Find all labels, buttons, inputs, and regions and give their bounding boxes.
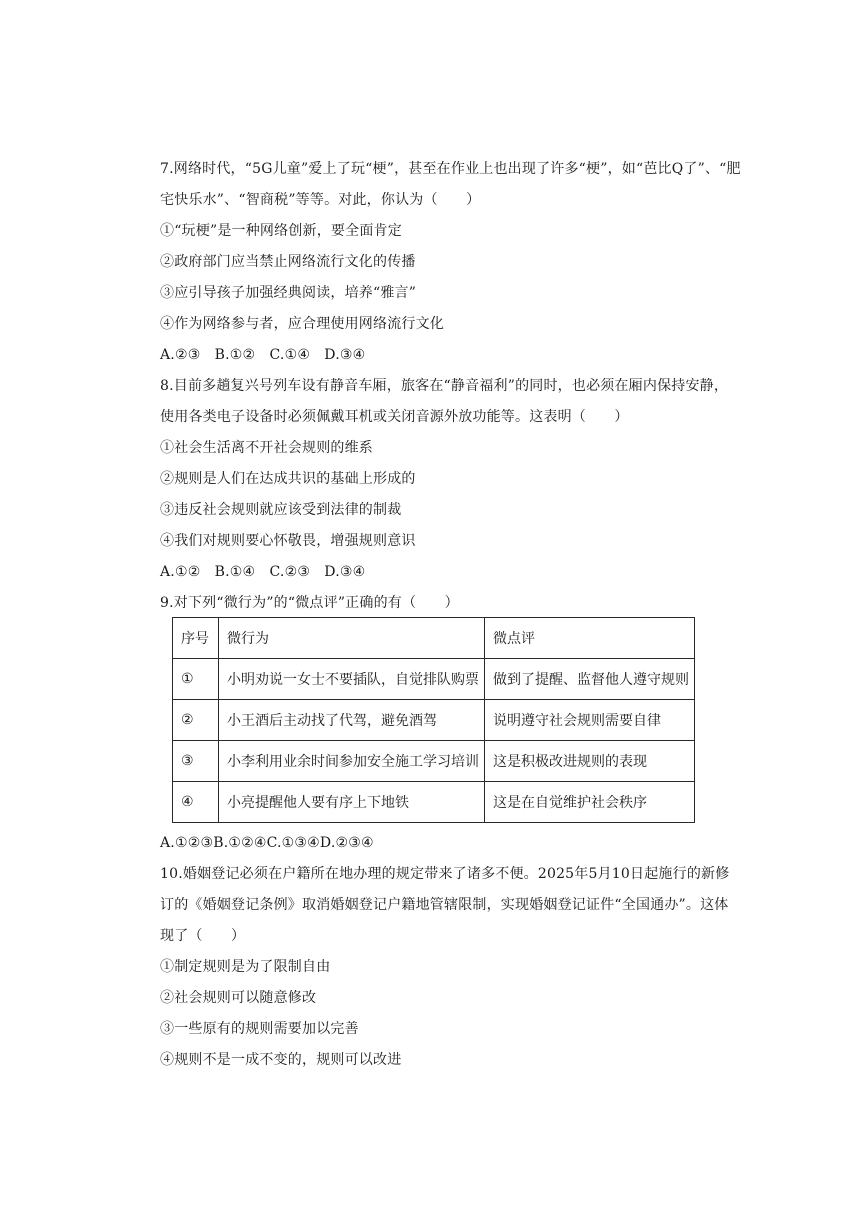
q7-option-3: ③应引导孩子加强经典阅读，培养“雅言” bbox=[160, 285, 417, 301]
table-row bbox=[173, 741, 695, 782]
q8-stem-line2: 使用各类电子设备时必须佩戴耳机或关闭音源外放功能等。这表明（ ） bbox=[160, 409, 629, 425]
table-cell: 这是积极改进规则的表现 bbox=[485, 741, 695, 782]
q10-option-4: ④规则不是一成不变的，规则可以改进 bbox=[160, 1052, 402, 1068]
q8-option-1: ①社会生活离不开社会规则的维系 bbox=[160, 440, 373, 456]
q9-answer-choices: A.①②③B.①②④C.①③④D.②③④ bbox=[160, 835, 374, 851]
table-cell: 小李利用业余时间参加安全施工学习培训 bbox=[219, 741, 485, 782]
table-cell: 做到了提醒、监督他人遵守规则 bbox=[485, 659, 695, 700]
table-cell: ① bbox=[173, 659, 219, 700]
table-header-row bbox=[173, 618, 695, 659]
table-cell: 小王酒后主动找了代驾，避免酒驾 bbox=[219, 700, 485, 741]
q8-answer-choices: A.①② B.①④ C.②③ D.③④ bbox=[160, 564, 366, 580]
q8-option-2: ②规则是人们在达成共识的基础上形成的 bbox=[160, 471, 416, 487]
table-header-cell: 微点评 bbox=[485, 618, 695, 659]
q7-answer-choices: A.②③ B.①② C.①④ D.③④ bbox=[160, 347, 366, 363]
q9-stem: 9.对下列“微行为”的“微点评”正确的有（ ） bbox=[160, 595, 459, 611]
table-header-cell: 微行为 bbox=[219, 618, 485, 659]
table-row bbox=[173, 782, 695, 823]
table-cell: 小亮提醒他人要有序上下地铁 bbox=[219, 782, 485, 823]
table-cell: ② bbox=[173, 700, 219, 741]
q10-option-2: ②社会规则可以随意修改 bbox=[160, 990, 317, 1006]
q10-stem-line3: 现了（ ） bbox=[160, 928, 246, 944]
q10-option-3: ③一些原有的规则需要加以完善 bbox=[160, 1021, 359, 1037]
table-cell: ④ bbox=[173, 782, 219, 823]
q10-stem-line1: 10.婚姻登记必须在户籍所在地办理的规定带来了诸多不便。2025年5月10日起施行的新修 bbox=[160, 866, 730, 882]
q8-option-4: ④我们对规则要心怀敬畏，增强规则意识 bbox=[160, 533, 416, 549]
table-cell: ③ bbox=[173, 741, 219, 782]
table-cell: 小明劝说一女士不要插队，自觉排队购票 bbox=[219, 659, 485, 700]
q10-option-1: ①制定规则是为了限制自由 bbox=[160, 959, 331, 975]
q7-option-4: ④作为网络参与者，应合理使用网络流行文化 bbox=[160, 316, 444, 332]
q7-option-1: ①“玩梗”是一种网络创新，要全面肯定 bbox=[160, 223, 402, 239]
table-header-cell: 序号 bbox=[173, 618, 219, 659]
q7-option-2: ②政府部门应当禁止网络流行文化的传播 bbox=[160, 254, 416, 270]
q9-table bbox=[172, 617, 695, 823]
table-cell: 说明遵守社会规则需要自律 bbox=[485, 700, 695, 741]
table-row bbox=[173, 700, 695, 741]
q10-stem-line2: 订的《婚姻登记条例》取消婚姻登记户籍地管辖限制，实现婚姻登记证件“全国通办”。这体 bbox=[160, 897, 729, 913]
q8-stem-line1: 8.目前多趟复兴号列车设有静音车厢，旅客在“静音福利”的同时，也必须在厢内保持安静， bbox=[160, 378, 729, 394]
q8-option-3: ③违反社会规则就应该受到法律的制裁 bbox=[160, 502, 402, 518]
q7-stem-line1: 7.网络时代，“5G儿童”爱上了玩“梗”，甚至在作业上也出现了许多“梗”，如“芭比Q了”、“肥 bbox=[160, 161, 741, 177]
table-cell: 这是在自觉维护社会秩序 bbox=[485, 782, 695, 823]
q7-stem-line2: 宅快乐水”、“智商税”等等。对此，你认为（ ） bbox=[160, 192, 481, 208]
table-row bbox=[173, 659, 695, 700]
